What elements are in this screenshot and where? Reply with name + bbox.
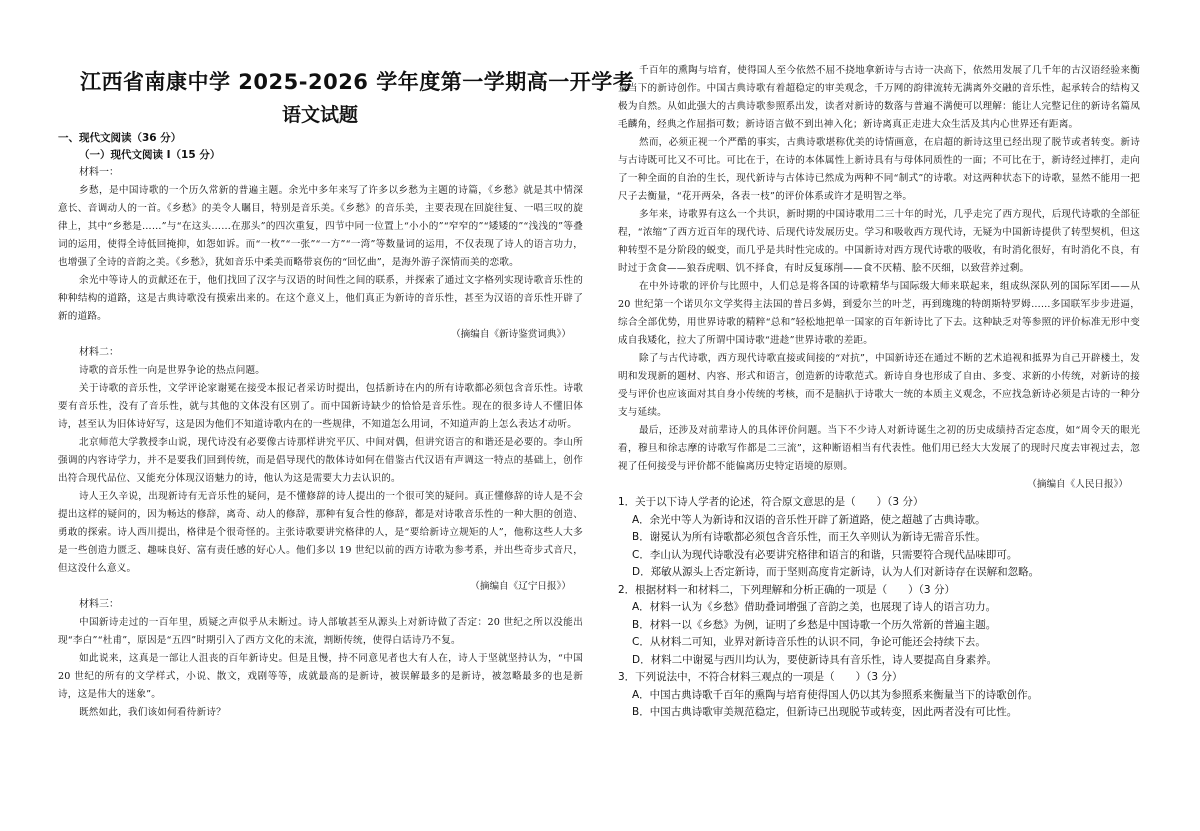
- question-2-option: A．材料一认为《乡愁》借助叠词增强了音韵之美，也展现了诗人的语言功力。: [632, 601, 997, 613]
- material-2-label: 材料二：: [79, 347, 119, 358]
- left-column: [58, 130, 583, 722]
- material-2-paragraph: 诗人王久辛说，出现新诗有无音乐性的疑问，是不懂修辞的诗人提出的一个很可笑的疑问。真正懂修辞的诗人是不会提出这样的疑问的，因为畅达的修辞，离奇、动人的修辞，那种有复合性的修辞，都是对诗歌音乐性的一种大胆的创造、勇敢的探索。诗人西川提出，格律是个很奇怪的。主张诗歌要讲究格律的人，是“要给新诗立规矩的人”，他称这些人大多是一些创造力匮乏、趣味良好、富有责任感的好心人。他们多以 19 世纪以前的西方诗歌为参考系，并出些奇步式音尺，但这没什么意义。: [58, 491, 583, 574]
- question-2-option: D．材料二中谢冕与西川均认为，要使新诗具有音乐性，诗人要提高自身素养。: [632, 653, 998, 666]
- section-heading: 一、现代文阅读（36 分）: [58, 132, 182, 144]
- exam-subtitle: 语文试题: [281, 104, 358, 126]
- material-2-paragraph: 诗歌的音乐性一向是世界争论的热点问题。: [79, 365, 266, 376]
- material-3-paragraph: 在中外诗歌的评价与比照中，人们总是将各国的诗歌精华与国际级大师来联起来，组成纵深队列的国际军团——从 20 世纪第一个诺贝尔文学奖得主法国的普吕多姆，到爱尔兰的叶芝，再到瑰瑰的特朗斯特罗姆……多国联军步步进逼，综合全部优势，用世界诗歌的精粹“总和”轻松地把单一国家的百年新诗比了下去。这种缺乏对等参照的评价标准无形中变成自我矮化，拉大了所谓中国诗歌“进趁”世界诗歌的差距。: [618, 281, 1140, 346]
- material-2-paragraph: 北京师范大学教授李山说，现代诗没有必要像古诗那样讲究平仄、中间对偶，但讲究语言的和谐还是必要的。李山所强调的内容诗学力，并不是要我们回到传统，而是倡导现代的散体诗如何在借鉴古代汉语有声调这一特点的基础上，创作出符合现代品位、又能充分体现汉语魅力的诗，他认为这是需要大力去认识的。: [58, 437, 583, 484]
- question-1-stem: 1．关于以下诗人学者的论述，符合原文意思的是（ ）（3 分）: [618, 496, 924, 508]
- question-2-option: B．材料一以《乡愁》为例，证明了乡愁是中国诗歌一个历久常新的普遍主题。: [632, 618, 997, 631]
- material-3-paragraph: 中国新诗走过的一百年里，质疑之声似乎从未断过。诗人部敏甚至从源头上对新诗做了否定：20 世纪之所以没能出现“李白”“杜甫”，原因是“五四”时期引入了西方文化的末流，割断传统，使得白话诗乃不复。: [58, 617, 583, 646]
- subsection-heading: （一）现代文阅读 I（15 分）: [79, 149, 221, 161]
- question-1-option: D．郑敏从源头上否定新诗，而于坚则高度肯定新诗，认为人们对新诗存在误解和忽略。: [632, 566, 1040, 578]
- question-1-option: B．谢冕认为所有诗歌都必须包含音乐性，而王久辛则认为新诗无需音乐性。: [632, 531, 986, 543]
- material-3-source: （摘编自《人民日报》）: [1027, 479, 1128, 490]
- question-1-option: A．余光中等人为新诗和汉语的音乐性开辟了新道路，使之超越了古典诗歌。: [632, 513, 986, 526]
- question-3-option: B．中国古典诗歌审美规范稳定，但新诗已出现脱节或转变，因此两者没有可比性。: [632, 706, 1018, 718]
- material-1-paragraph: 余光中等诗人的贡献还在于，他们找回了汉字与汉语的时间性之间的联系，并探索了通过文字格列实现诗歌音乐性的种种结构的道路，这是古典诗歌没有摸索出来的。在这个意义上，他们真正为新诗的音乐性，甚至为汉语的音乐性开辟了新的道路。: [58, 275, 583, 322]
- question-2-stem: 2．根据材料一和材料二，下列理解和分析正确的一项是（ ）（3 分）: [618, 583, 955, 596]
- material-3-paragraph: 既然如此，我们该如何看待新诗？: [79, 707, 226, 718]
- material-2-source: （摘编自《辽宁日报》）: [470, 581, 571, 592]
- question-3-stem: 3．下列说法中，不符合材料三观点的一项是（ ）（3 分）: [618, 671, 903, 683]
- right-column: [618, 62, 1140, 722]
- material-3-paragraph: 如此说来，这真是一部让人沮丧的百年新诗史。但是且慢，持不同意见者也大有人在，诗人于坚就坚持认为，“中国 20 世纪的所有的文学样式，小说、散文，戏剧等等，成就最高的是新诗，被误解最多的是新诗，被忽略最多的也是新诗，这是伟大的迷象”。: [58, 653, 583, 700]
- exam-title: 江西省南康中学 2025-2026 学年度第一学期高一开学考: [80, 70, 635, 94]
- material-2-paragraph: 关于诗歌的音乐性，文学评论家谢冕在接受本报记者采访时提出，包括新诗在内的所有诗歌都必须包含音乐性。诗歌要有音乐性，没有了音乐性，就与其他的文体没有区别了。而中国新诗缺少的恰恰是音乐性。现在的很多诗人不懂旧体诗，甚至认为旧体诗好写，这是因为他们不知道诗歌内在的一些规律，不知道怎么用词，不知道声韵上怎么表达才动听。: [58, 383, 583, 430]
- material-3-paragraph: 然而，必须正视一个严酷的事实，古典诗歌堪称优美的诗情画意，在启超的新诗这里已经出现了脱节或者转变。新诗与古诗既可比又不可比。可比在于，在诗的本体属性上新诗具有与母体同质性的一面；不可比在于，新诗经过摔打，走向了一种全面的自治的生长，现代新诗与古体诗已然成为两种不同“制式”的诗歌。对这两种状态下的诗歌，显然不能用一把尺子去衡量，“花开两朵，各表一枝”的评价体系或许才是明智之举。: [618, 137, 1140, 202]
- material-1-paragraph: 乡愁，是中国诗歌的一个历久常新的普遍主题。余光中多年来写了许多以乡愁为主题的诗篇，《乡愁》就是其中情深意长、音调动人的一首。《乡愁》的美令人瞩目，特别是音乐美。《乡愁》的音乐美，主要表现在回旋往复、一唱三叹的旋律上，其中“乡愁是……”与“在这头……在那头”的四次重复，四节中同一位置上“小小的”“窄窄的”“矮矮的”“浅浅的”等叠词的运用，使得全诗低回掩抑，如怨如诉。而“一枚”“一张”“一方”“一湾”等数量词的运用，不仅表现了诗人的语言功力，也增强了全诗的音韵之美。《乡愁》，犹如音乐中柔美而略带哀伤的“回忆曲”，是海外游子深情而美的恋歌。: [58, 185, 583, 268]
- material-3-paragraph: 千百年的熏陶与培育，使得国人至今依然不屈不挠地拿新诗与古诗一决高下，依然用发展了几千年的古汉语经验来衡量当下的新诗创作。中国古典诗歌有着超稳定的审美观念，千万网的韵律流转无满离外交融的音乐性，起承转合的结构又极为自然。从如此强大的古典诗歌参照系出发，读者对新诗的数落与普遍不满便可以理解：能让人完整记住的新诗名篇凤毛麟角，经典之作屈指可数；新诗语言做不到出神入化；新诗离真正走进大众生活及其内心世界还有距离。: [618, 65, 1140, 130]
- material-1-source: （摘编自《新诗鉴赏词典》）: [451, 329, 571, 340]
- question-3-option: A．中国古典诗歌千百年的熏陶与培育使得国人仍以其为参照系来衡量当下的诗歌创作。: [632, 688, 1039, 701]
- material-3-label: 材料三：: [79, 599, 119, 610]
- material-3-paragraph: 最后，还涉及对前辈诗人的具体评价问题。当下不少诗人对新诗诞生之初的历史成绩持否定态度，如“周令天的眼光看，穆旦和徐志摩的诗歌写作都是二三流”，这种断语相当有代表性。他们用已经大大发展了的现时尺度去审视过去，忽视了任何接受与评价都不能偏离历史特定语境的原则。: [618, 425, 1140, 472]
- question-1-option: C．李山认为现代诗歌没有必要讲究格律和语言的和谐，只需要符合现代品味即可。: [632, 548, 1018, 561]
- material-1-label: 材料一：: [79, 167, 119, 178]
- question-2-option: C．从材料二可知，业界对新诗音乐性的认识不同，争论可能还会持续下去。: [632, 636, 986, 648]
- material-3-paragraph: 多年来，诗歌界有这么一个共识，新时期的中国诗歌用二三十年的时光，几乎走完了西方现代，后现代诗歌的全部征程，“浓缩”了西方近百年的现代诗、后现代诗发展历史。学习和吸收西方现代诗，无疑为中国新诗提供了转型契机，但这种转型不是分阶段的蜕变，而几乎是共时性完成的。中国新诗对西方现代诗歌的吸收，有时消化很好，有时消化不良，有时过于贪食——狼吞虎咽、饥不择食，有时反复琢削——食不厌精、脍不厌细，以致营养过剩。: [618, 209, 1140, 274]
- material-3-paragraph: 除了与古代诗歌，西方现代诗歌直接或间接的“对抗”，中国新诗还在通过不断的艺术追视和抵界为自己开辟楼土，发明和发现新的题材、内容、形式和语言，创造新的诗歌范式。新诗自身也形成了自由、多变、求新的小传统，对新诗的接受与评价也应该面对其自身小传统的考核，而不是脑扒于诗歌大一统的本质主义观念，不应找急新诗必须是古诗的一种分支与延续。: [618, 353, 1140, 418]
